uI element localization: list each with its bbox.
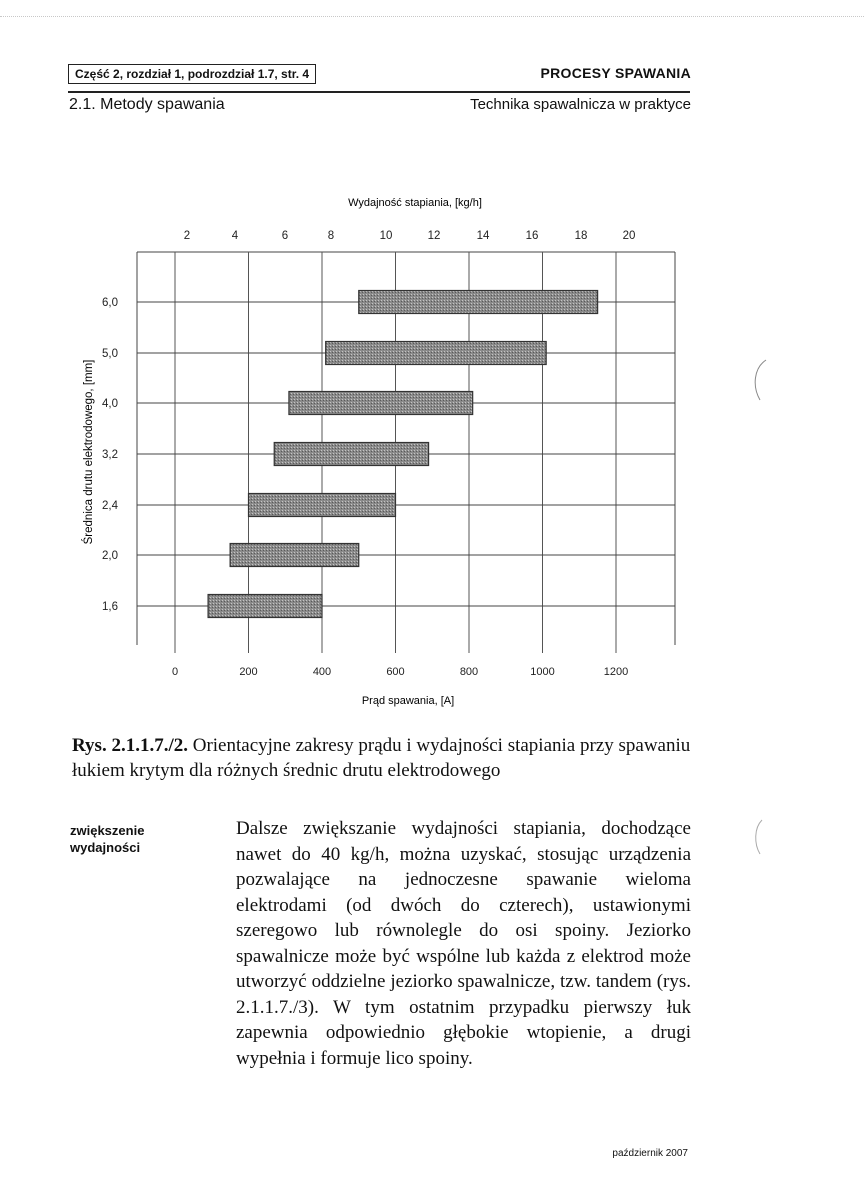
x-tick-label: 200 — [239, 666, 258, 678]
chart-top-axis-label: Wydajność stapiania, [kg/h] — [348, 197, 482, 209]
y-tick-label: 4,0 — [102, 398, 118, 410]
punch-hole-mark — [748, 814, 772, 862]
x-tick-label: 1200 — [603, 666, 629, 678]
chart-plot-area — [102, 230, 675, 678]
top-tick-label: 14 — [476, 230, 490, 242]
top-tick-label: 8 — [327, 230, 335, 242]
subsection-title: 2.1. Metody spawania — [69, 96, 225, 113]
side-note — [70, 822, 210, 856]
y-tick-label: 3,2 — [102, 449, 118, 461]
chart-x-axis-label: Prąd spawania, [A] — [361, 695, 455, 707]
range-bar-4-0 — [289, 392, 473, 415]
range-bar-2-4 — [249, 494, 396, 517]
caption-label: Rys. 2.1.1.7./2. — [72, 735, 188, 756]
top-tick-label: 6 — [281, 230, 289, 242]
top-tick-label: 18 — [574, 230, 588, 242]
y-tick-label: 2,0 — [102, 550, 118, 562]
range-bar-2-0 — [230, 544, 359, 567]
top-tick-label: 12 — [427, 230, 441, 242]
side-note-line-2: wydajności — [70, 840, 141, 855]
y-tick-label: 6,0 — [102, 297, 118, 309]
top-tick-label: 10 — [379, 230, 393, 242]
chart-y-axis-label: Średnica drutu elektrodowego, [mm] — [83, 359, 95, 545]
top-tick-label: 20 — [622, 230, 636, 242]
top-tick-label: 16 — [525, 230, 539, 242]
book-title: Technika spawalnicza w praktyce — [470, 96, 691, 113]
top-tick-label: 2 — [183, 230, 191, 242]
x-tick-label: 400 — [312, 666, 332, 678]
body-paragraph: Dalsze zwiększanie wydajności stapiania, dochodzące nawet do 40 kg/h, można uzyskać, stosując urządzenia pozwalające na jednoczesne spawanie wieloma elektrodami (od dwóch do czterech), ustawionymi szeregowo lub równolegle do osi spoiny. Jeziorko spawalnicze może być wspólne lub każda z elektrod może utworzyć oddzielne jeziorko spawalnicze, tzw. tandem (rys. 2.1.1.7./3). W tym ostatnim przypadku pierwszy łuk zapewnia odpowiednio głębokie wtopienie, a drugi wypełnia i formuje lico spoiny. — [236, 818, 691, 1069]
range-bar-5-0 — [326, 342, 547, 365]
y-tick-label: 2,4 — [102, 500, 118, 512]
breadcrumb: Część 2, rozdział 1, podrozdział 1.7, str. 4 — [68, 64, 316, 84]
punch-hole-mark — [748, 356, 772, 404]
x-tick-label: 0 — [171, 666, 179, 678]
section-title: PROCESY SPAWANIA — [540, 65, 691, 81]
caption-text: Orientacyjne zakresy prądu i wydajności stapiania przy spawaniu łukiem krytym dla różnych średnic drutu elektrodowego — [72, 735, 691, 781]
y-tick-label: 1,6 — [102, 601, 118, 613]
range-bar-6-0 — [359, 291, 598, 314]
side-note-line-1: zwiększenie — [70, 823, 145, 838]
y-tick-label: 5,0 — [102, 348, 118, 360]
range-bar-1-6 — [208, 595, 322, 618]
x-tick-label: 600 — [386, 666, 405, 678]
range-bar-3-2 — [274, 443, 428, 466]
x-tick-label: 800 — [459, 666, 479, 678]
figure-caption — [72, 733, 692, 783]
x-tick-label: 1000 — [530, 666, 555, 678]
footer-date: październik 2007 — [612, 1148, 688, 1159]
top-tick-label: 4 — [231, 230, 239, 242]
